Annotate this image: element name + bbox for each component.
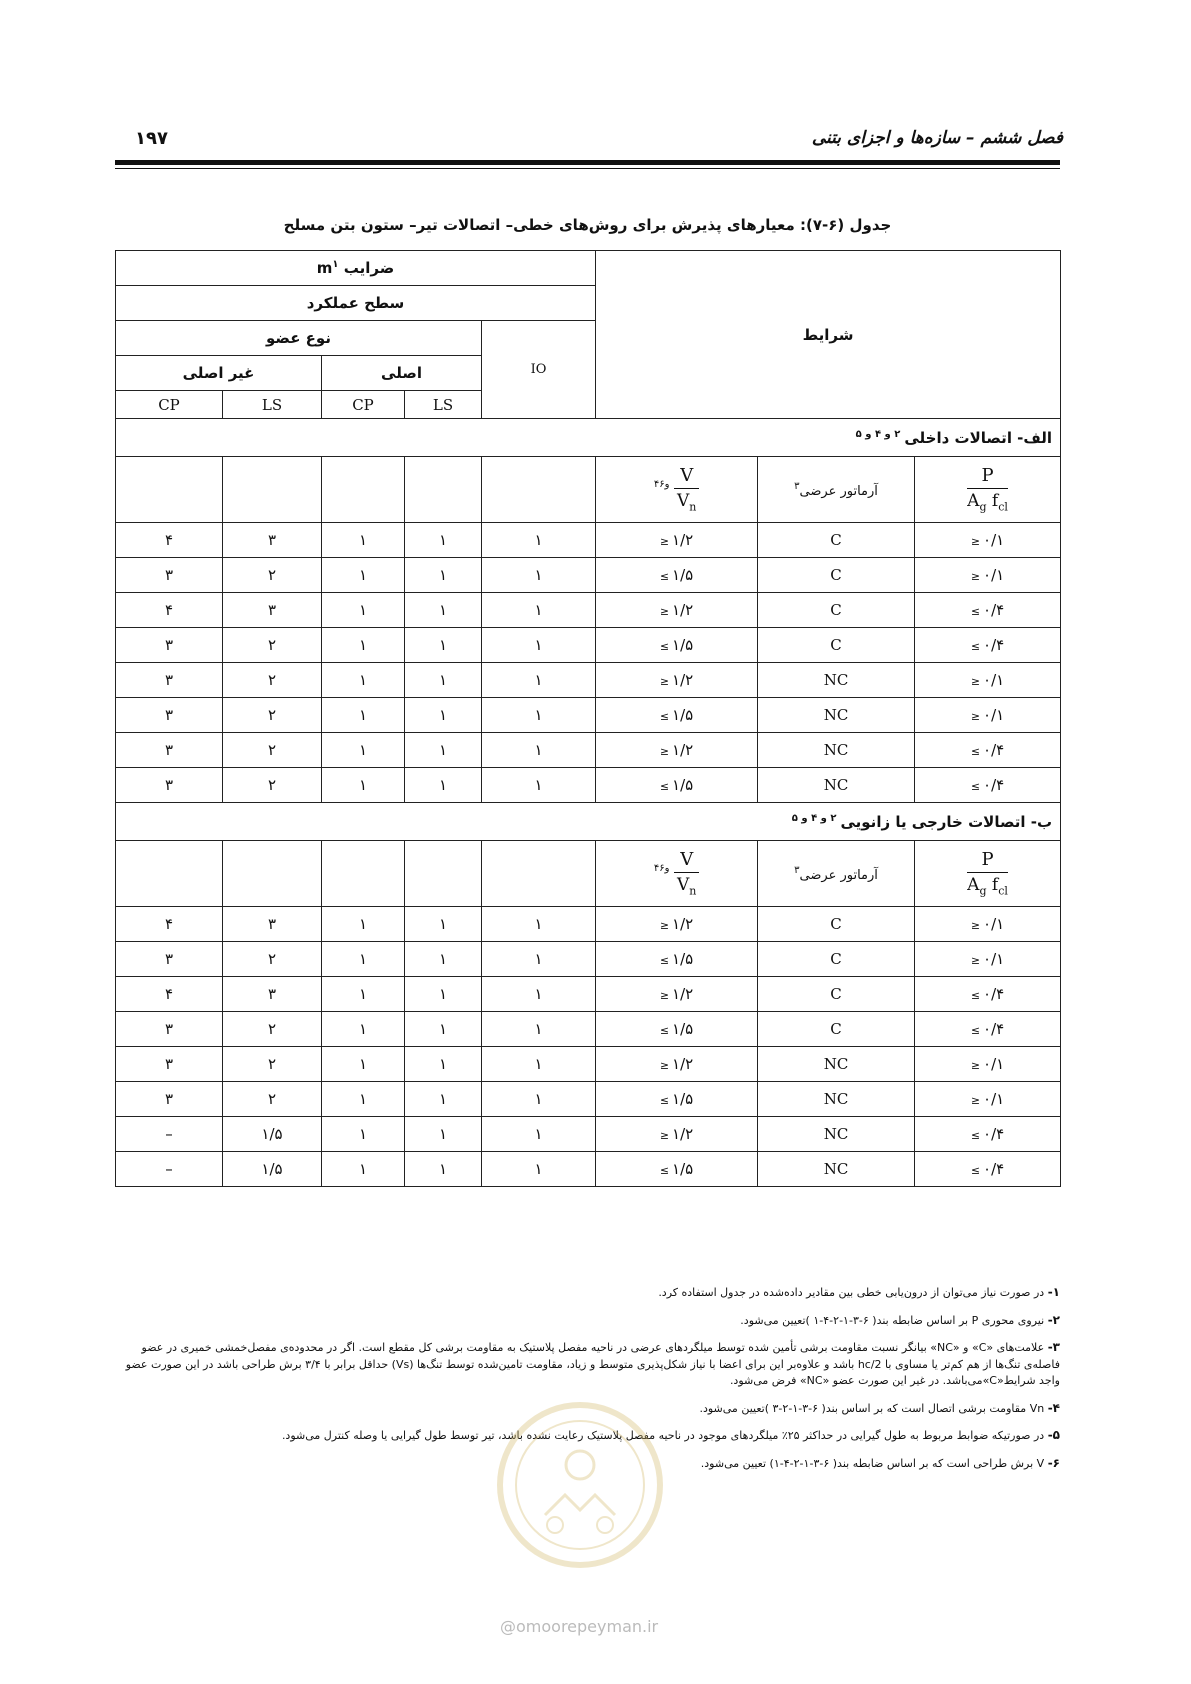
table-row [116, 558, 1061, 593]
cell-shear-ratio: ۱/۲≤ [596, 593, 758, 628]
table-row [116, 977, 1061, 1012]
cell-shear-ratio: ۱/۵≥ [596, 1012, 758, 1047]
footnote: ۶- V برش طراحی است که بر اساس ضابطه بند( ۶-۳-۱-۲-۴-۱) تعیین می‌شود. [700, 1455, 1060, 1470]
cell-io: ۱ [482, 628, 596, 663]
cell-cp-p: ۱ [322, 733, 405, 768]
cell-shear-ratio: ۱/۲≤ [596, 1117, 758, 1152]
cell-ls-s: ۱/۵ [223, 1117, 322, 1152]
cell-shear-ratio: ۱/۲≤ [596, 907, 758, 942]
cell-ls-s: ۲ [223, 663, 322, 698]
table-row [116, 733, 1061, 768]
cell-io: ۱ [482, 768, 596, 803]
cell-io: ۱ [482, 907, 596, 942]
ls-primary-header: LS [405, 391, 482, 419]
cell-axial-ratio: ۰/۱≤ [915, 698, 1061, 733]
cell-cp-p: ۱ [322, 593, 405, 628]
cell-ls-s: ۱/۵ [223, 1152, 322, 1187]
cell-cp-p: ۱ [322, 1152, 405, 1187]
empty-cell [405, 841, 482, 907]
cell-cp-p: ۱ [322, 698, 405, 733]
cell-shear-ratio: ۱/۵≥ [596, 1082, 758, 1117]
cell-cp-s: – [116, 1117, 223, 1152]
cell-shear-ratio: ۱/۲≤ [596, 1047, 758, 1082]
section-title: ب- اتصالات خارجی یا زانویی$^{۲ و ۴ و ۵}$ [116, 803, 1061, 841]
cell-shear-ratio: ۱/۵≥ [596, 698, 758, 733]
cell-shear-ratio: ۱/۵≥ [596, 628, 758, 663]
cell-ls-s: ۲ [223, 942, 322, 977]
cell-io: ۱ [482, 733, 596, 768]
cell-cp-s: ۳ [116, 1047, 223, 1082]
watermark-site: @omoorepeyman.ir [500, 1617, 659, 1636]
chapter-title: فصل ششم – سازه‌ها و اجزای بتنی [811, 128, 1063, 148]
axial-ratio-header: $\frac{P}{A_g f_{cl}}$ [915, 457, 1061, 523]
cell-io: ۱ [482, 1012, 596, 1047]
subheader-row [116, 841, 1061, 907]
cell-cp-s: ۴ [116, 593, 223, 628]
member-type-header: نوع عضو [116, 321, 482, 356]
cell-ls-p: ۱ [405, 942, 482, 977]
cell-cp-p: ۱ [322, 907, 405, 942]
cell-axial-ratio: ۰/۱≤ [915, 942, 1061, 977]
cell-cp-p: ۱ [322, 1082, 405, 1117]
footnote: ۱- در صورت نیاز می‌توان از درون‌یابی خطی بین مقادیر داده‌شده در جدول استفاده کرد. [658, 1285, 1060, 1299]
cell-rebar: NC [758, 663, 915, 698]
footnote: ۳- علامت‌های «C» و «NC» بیانگر نسبت مقاومت برشی تأمین شده توسط میلگردهای عرضی در ناحیه مفصل پلاستیک به مقاومت برشی کل مقطع است. اگر در محدوده‌ی مفصل‌خمشی خمیری در عضو فاصله‌ی تنگ‌ها از هم کم‌تر یا مساوی با hc/2 باشد و علاوه‌بر این برای اعضا با نیاز شکل‌پذیری متوسط و زیاد، مقاومت تامین‌شده توسط تنگ‌ها (Vs) حداقل برابر با ۳/۴ برش طراحی باشد در این صورت عضو واجد شرایط«C»می‌باشد. در غیر این صورت عضو «NC» فرض می‌شود. [125, 1340, 1060, 1387]
cell-ls-s: ۳ [223, 977, 322, 1012]
subheader-row [116, 457, 1061, 523]
cell-rebar: C [758, 628, 915, 663]
cell-ls-s: ۳ [223, 523, 322, 558]
shear-ratio-header: $^{۴و۶}$ $\frac{V}{V_n}$ [596, 841, 758, 907]
empty-cell [322, 457, 405, 523]
cell-rebar: NC [758, 1082, 915, 1117]
footnote: ۵- در صورتیکه ضوابط مربوط به طول گیرایی در حداکثر ۲۵٪ میلگردهای موجود در ناحیه مفصل پلاستیک رعایت نشده باشد، تیر توسط طول گیرایی یا وصله کنترل می‌شود. [281, 1428, 1060, 1442]
cell-ls-s: ۲ [223, 558, 322, 593]
cell-ls-p: ۱ [405, 1082, 482, 1117]
performance-level-header: سطح عملکرد [116, 286, 596, 321]
cell-cp-p: ۱ [322, 768, 405, 803]
transverse-rebar-header: آرماتور عرضی$^۳$ [758, 841, 915, 907]
cell-ls-s: ۲ [223, 698, 322, 733]
cell-axial-ratio: ۰/۴≥ [915, 628, 1061, 663]
cell-ls-s: ۳ [223, 593, 322, 628]
cell-axial-ratio: ۰/۴≥ [915, 593, 1061, 628]
cell-ls-s: ۲ [223, 768, 322, 803]
cell-shear-ratio: ۱/۲≤ [596, 977, 758, 1012]
table-row [116, 942, 1061, 977]
empty-cell [223, 841, 322, 907]
cell-cp-p: ۱ [322, 977, 405, 1012]
footnote: ۲- نیروی محوری P بر اساس ضابطه بند( ۶-۳-۱-۲-۴-۱ )تعیین می‌شود. [740, 1312, 1060, 1327]
cell-ls-p: ۱ [405, 768, 482, 803]
cell-rebar: C [758, 942, 915, 977]
cell-io: ۱ [482, 1082, 596, 1117]
cell-ls-p: ۱ [405, 523, 482, 558]
cell-cp-s: ۳ [116, 663, 223, 698]
cell-cp-p: ۱ [322, 663, 405, 698]
cell-shear-ratio: ۱/۲≤ [596, 523, 758, 558]
cell-io: ۱ [482, 558, 596, 593]
cell-io: ۱ [482, 663, 596, 698]
cell-io: ۱ [482, 977, 596, 1012]
cell-io: ۱ [482, 942, 596, 977]
cell-cp-s: ۴ [116, 907, 223, 942]
axial-ratio-header: $\frac{P}{A_g f_{cl}}$ [915, 841, 1061, 907]
cell-axial-ratio: ۰/۴≥ [915, 733, 1061, 768]
cell-ls-p: ۱ [405, 977, 482, 1012]
cell-axial-ratio: ۰/۱≤ [915, 663, 1061, 698]
cell-cp-p: ۱ [322, 1047, 405, 1082]
cell-cp-p: ۱ [322, 1117, 405, 1152]
cell-rebar: NC [758, 1047, 915, 1082]
cell-ls-s: ۳ [223, 907, 322, 942]
cell-ls-p: ۱ [405, 1152, 482, 1187]
table-row [116, 768, 1061, 803]
cell-cp-s: ۴ [116, 523, 223, 558]
table-row [116, 1047, 1061, 1082]
header-rule-thick [115, 160, 1060, 165]
cell-rebar: NC [758, 1117, 915, 1152]
cell-io: ۱ [482, 593, 596, 628]
empty-cell [322, 841, 405, 907]
cell-cp-s: ۳ [116, 733, 223, 768]
cell-ls-s: ۲ [223, 1047, 322, 1082]
table-caption: جدول (۶-۷): معیارهای پذیرش برای روش‌های خطی– اتصالات تیر– ستون بتن مسلح [283, 216, 892, 234]
table-row [116, 593, 1061, 628]
cell-cp-p: ۱ [322, 1012, 405, 1047]
cell-rebar: NC [758, 733, 915, 768]
empty-cell [223, 457, 322, 523]
cell-axial-ratio: ۰/۴≥ [915, 1012, 1061, 1047]
cell-axial-ratio: ۰/۴≥ [915, 1117, 1061, 1152]
ls-secondary-header: LS [223, 391, 322, 419]
cell-cp-s: ۳ [116, 698, 223, 733]
cell-shear-ratio: ۱/۲≤ [596, 663, 758, 698]
cell-ls-s: ۲ [223, 733, 322, 768]
cell-io: ۱ [482, 1047, 596, 1082]
page-number: ۱۹۷ [135, 128, 168, 149]
cell-io: ۱ [482, 1152, 596, 1187]
shear-ratio-header: $^{۴و۶}$ $\frac{V}{V_n}$ [596, 457, 758, 523]
cell-ls-s: ۲ [223, 1012, 322, 1047]
cell-io: ۱ [482, 523, 596, 558]
cell-axial-ratio: ۰/۴≥ [915, 977, 1061, 1012]
cell-ls-p: ۱ [405, 558, 482, 593]
cell-ls-p: ۱ [405, 663, 482, 698]
cell-cp-s: ۳ [116, 558, 223, 593]
cell-cp-p: ۱ [322, 558, 405, 593]
cell-shear-ratio: ۱/۵≥ [596, 768, 758, 803]
empty-cell [405, 457, 482, 523]
cell-cp-p: ۱ [322, 523, 405, 558]
cell-shear-ratio: ۱/۵≥ [596, 1152, 758, 1187]
io-header: IO [482, 321, 596, 419]
empty-cell [116, 457, 223, 523]
cell-cp-s: – [116, 1152, 223, 1187]
cell-ls-p: ۱ [405, 1012, 482, 1047]
transverse-rebar-header: آرماتور عرضی$^۳$ [758, 457, 915, 523]
cell-ls-p: ۱ [405, 1117, 482, 1152]
cell-cp-s: ۴ [116, 977, 223, 1012]
cell-rebar: C [758, 523, 915, 558]
cell-ls-p: ۱ [405, 1047, 482, 1082]
cell-rebar: C [758, 558, 915, 593]
cell-cp-s: ۳ [116, 768, 223, 803]
acceptance-criteria-table [115, 250, 1061, 1187]
cell-cp-s: ۳ [116, 942, 223, 977]
cell-rebar: C [758, 977, 915, 1012]
table-row [116, 663, 1061, 698]
primary-header: اصلی [322, 356, 482, 391]
cell-cp-s: ۳ [116, 1012, 223, 1047]
cell-axial-ratio: ۰/۴≥ [915, 1152, 1061, 1187]
empty-cell [116, 841, 223, 907]
cell-ls-p: ۱ [405, 733, 482, 768]
cell-ls-p: ۱ [405, 628, 482, 663]
cell-rebar: C [758, 593, 915, 628]
cell-ls-p: ۱ [405, 698, 482, 733]
cell-shear-ratio: ۱/۲≤ [596, 733, 758, 768]
conditions-header: شرایط [596, 251, 1061, 419]
cell-axial-ratio: ۰/۱≤ [915, 523, 1061, 558]
cell-rebar: C [758, 1012, 915, 1047]
cell-axial-ratio: ۰/۱≤ [915, 1082, 1061, 1117]
table-row [116, 1152, 1061, 1187]
section-title: الف- اتصالات داخلی$^{۲ و ۴ و ۵}$ [116, 419, 1061, 457]
table-row [116, 1012, 1061, 1047]
cell-ls-s: ۲ [223, 1082, 322, 1117]
secondary-header: غیر اصلی [116, 356, 322, 391]
table-row [116, 907, 1061, 942]
table-row [116, 628, 1061, 663]
footnote: ۴- Vn مقاومت برشی اتصال است که بر اساس بند( ۶-۳-۱-۲-۳ )تعیین می‌شود. [699, 1400, 1060, 1415]
cell-axial-ratio: ۰/۴≥ [915, 768, 1061, 803]
cp-secondary-header: CP [116, 391, 223, 419]
cell-ls-p: ۱ [405, 907, 482, 942]
table-row [116, 1117, 1061, 1152]
cell-rebar: C [758, 907, 915, 942]
header-rule-thin [115, 168, 1060, 169]
cell-cp-s: ۳ [116, 1082, 223, 1117]
cell-axial-ratio: ۰/۱≤ [915, 907, 1061, 942]
table-row [116, 523, 1061, 558]
cell-cp-p: ۱ [322, 942, 405, 977]
cell-cp-s: ۳ [116, 628, 223, 663]
cell-axial-ratio: ۰/۱≤ [915, 1047, 1061, 1082]
watermark-seal-icon [485, 1375, 675, 1595]
cell-shear-ratio: ۱/۵≥ [596, 558, 758, 593]
cell-io: ۱ [482, 698, 596, 733]
cell-axial-ratio: ۰/۱≤ [915, 558, 1061, 593]
cell-ls-s: ۲ [223, 628, 322, 663]
coefficients-header: ضرایب m$^۱$ [116, 251, 596, 286]
empty-cell [482, 841, 596, 907]
cell-rebar: NC [758, 1152, 915, 1187]
table-row [116, 698, 1061, 733]
cell-rebar: NC [758, 698, 915, 733]
table-row [116, 1082, 1061, 1117]
cell-ls-p: ۱ [405, 593, 482, 628]
cell-cp-p: ۱ [322, 628, 405, 663]
cell-io: ۱ [482, 1117, 596, 1152]
cell-shear-ratio: ۱/۵≥ [596, 942, 758, 977]
empty-cell [482, 457, 596, 523]
cell-rebar: NC [758, 768, 915, 803]
cp-primary-header: CP [322, 391, 405, 419]
